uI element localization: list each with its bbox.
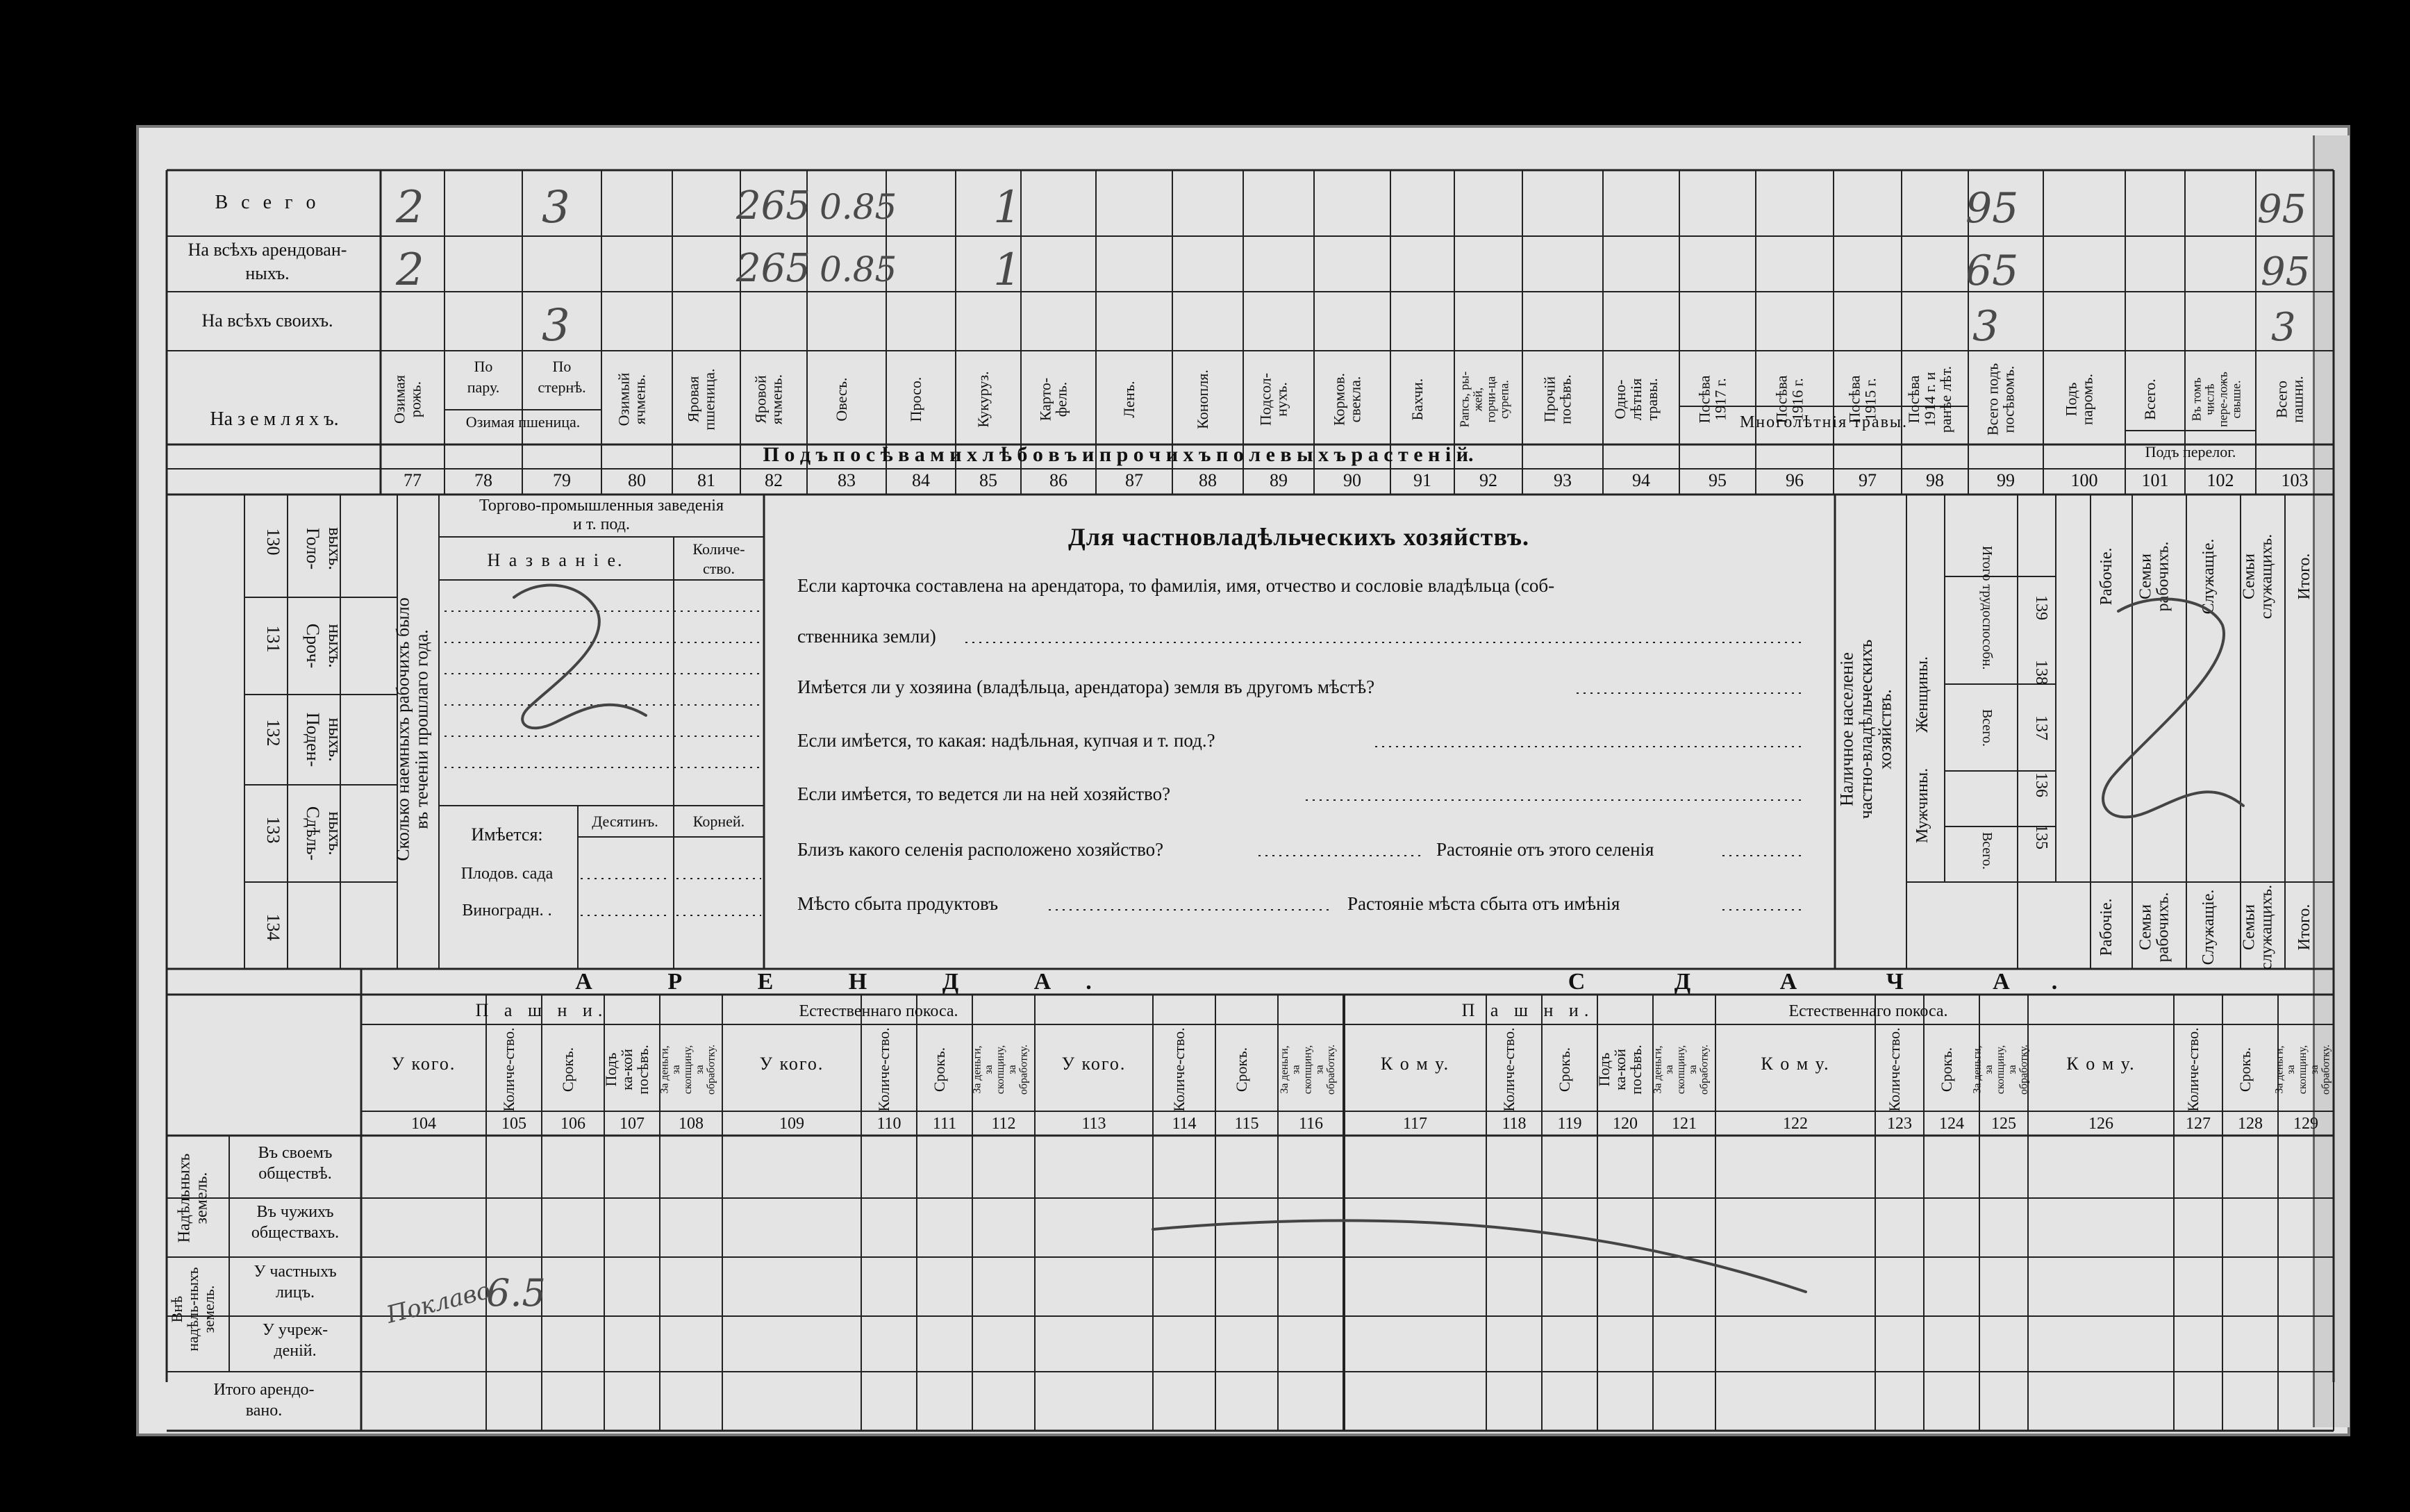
col-number: 119 [1557,1115,1582,1133]
col-header: обработку. [705,1044,717,1095]
row-own-society: Въ своемъ [258,1144,333,1162]
row-total-rented: вано. [245,1402,283,1420]
has-label: Имѣется: [471,824,543,845]
col-header: свекла. [1346,376,1364,423]
pop-col-header: Итого. [2295,904,2313,951]
private-q1: Если карточка составлена на арендатора, то фамилія, имя, отчество и сословіе владѣльца (соб- [797,575,1555,596]
trade-title: и т. под. [573,515,630,533]
col-header: за [1663,1065,1676,1074]
col-header: Озимый [615,372,633,426]
pop-col-header: рабочихъ. [2154,541,2172,612]
desyatin-header: Десятинъ. [592,813,658,830]
row-own-society: обществѣ. [258,1165,332,1183]
col-header: пашни. [2288,376,2307,423]
row-private-persons: У частныхъ [254,1263,337,1281]
col-header: Ленъ. [1120,381,1138,418]
col-header: ныхъ. [325,811,345,856]
col-header: Всего. [2141,379,2159,420]
col-header: скопщину, [1675,1045,1687,1095]
col-header: Подсол- [1256,372,1274,426]
col-header: 1917 г. [1711,378,1729,421]
col-header: Посѣва [1845,375,1863,424]
col-number: 103 [2281,470,2309,490]
pop-col-header: Итого. [2295,553,2313,600]
hw-c99-total: 95 [1966,184,2019,233]
col-number: 78 [474,470,492,490]
label-rented: На всѣхъ арендован- [188,240,347,260]
col-header: за [1006,1065,1018,1074]
col-header: По [474,358,493,375]
hw-c77-total: 2 [396,182,424,233]
row-other-society: обществахъ. [251,1224,340,1242]
women-label: Женщины. [1913,656,1931,733]
col-number: 118 [1502,1115,1527,1133]
hw-arenda-who: Поклаво [383,1277,494,1329]
row-total-rented: Итого арендо- [213,1381,315,1399]
col-header: За деньги, [1971,1045,1984,1094]
col-number: 122 [1783,1115,1808,1133]
hw-c85-rented: 1 [993,244,1022,296]
col-header: Озимая [390,374,408,424]
col-number: 133 [263,816,283,844]
col-header: Бахчи. [1408,378,1426,421]
col-header: Одно- [1611,379,1629,419]
col-number: 134 [263,913,283,941]
col-number: 91 [1413,470,1431,490]
col-number: 82 [765,470,783,490]
all-label: Всего. [1979,831,1995,870]
col-header: травы. [1643,378,1661,421]
pop-col-header: Рабочіе. [2097,898,2116,956]
col-number: 109 [779,1115,804,1133]
hw-c82-rented: 265 [736,246,811,291]
pop-col-header: рабочихъ. [2154,892,2172,963]
col-header: посѣвомъ. [2000,365,2018,433]
banner-sown-crops: П о д ъ п о с ѣ в а м и х л ѣ б о в ъ и п р о ч и х ъ п о л е в ы х ъ р а с т е н і й. [763,443,1474,466]
label-rented: ныхъ. [245,263,290,283]
col-header: ячмень. [767,374,786,425]
col-header: за [983,1065,995,1074]
col-number: 90 [1343,470,1361,490]
col-header: Кормов. [1330,372,1348,426]
col-number: 116 [1298,1115,1324,1133]
col-number: 132 [263,719,283,747]
col-number: 92 [1479,470,1497,490]
col-header: пару. [467,379,500,396]
col-number: 115 [1234,1115,1259,1133]
pop-col-header: Семьи [2240,554,2259,599]
col-header: скопщину, [1302,1045,1314,1095]
col-header: пшеница. [700,368,718,431]
crossout-mark-population [2103,599,2243,817]
col-header: числѣ [2202,383,2217,415]
col-header: выхъ. [325,527,345,570]
label-own: На всѣхъ своихъ. [201,310,333,331]
col-header: за [2308,1065,2320,1074]
trade-qty-header: ство. [702,560,736,577]
col-header: Срокъ. [931,1047,948,1093]
col-number: 83 [838,470,856,490]
col-header: Всего [2272,381,2291,418]
col-number: 94 [1632,470,1650,490]
col-header: рожь. [406,381,424,418]
col-header: посѣвъ. [634,1045,652,1095]
pop-col-header: Семьи [2240,904,2259,950]
private-q6b: Растояніе мѣста сбыта отъ имѣнія [1347,893,1620,914]
col-number: 117 [1402,1115,1428,1133]
col-number: 101 [2141,470,2169,490]
header-fallow: Подъ перелог. [2145,443,2236,460]
private-q3: Если имѣется, то какая: надѣльная, купчая и т. под.? [797,730,1215,751]
pop-col-header: служащихъ. [2257,884,2276,970]
col-header: горчи-ца [1484,376,1498,423]
col-header: Подъ [601,1052,620,1087]
hw-c82-frac: 0.85 [820,187,897,227]
col-header: Овесъ. [833,377,850,422]
hw-c82-total: 265 [736,183,811,229]
col-header: Кукуруз. [974,371,992,428]
col-number: 97 [1859,470,1877,490]
col-header: 1916 г. [1788,378,1806,421]
col-number: 108 [679,1115,704,1133]
private-q4: Если имѣется, то ведется ли на ней хозяйство? [797,783,1171,804]
crossout-mark-trade [514,585,646,729]
col-number: 106 [560,1115,585,1133]
row-group-vne: земель. [200,1285,218,1334]
col-number: 128 [2238,1115,2263,1133]
total-workers-label: Итого трудоспособн. [1979,545,1995,670]
men-label: Мужчины. [1913,767,1931,844]
col-number: 123 [1887,1115,1912,1133]
pop-col-header: Рабочіе. [2097,547,2116,606]
header-ozim-wheat: Озимая пшеница. [465,413,581,431]
private-title: Для частновладѣльческихъ хозяйствъ. [1067,523,1530,551]
col-number: 114 [1172,1115,1197,1133]
label-total: В с е г о [215,192,320,213]
header-who: К о м у. [2066,1054,2136,1074]
col-header: Посѣва [1695,375,1713,424]
col-header: Просо. [907,376,924,422]
col-header: стернѣ. [538,379,586,396]
col-number: 79 [553,470,571,490]
col-number: 85 [979,470,997,490]
population-side-label: частно-владѣльческихъ [1856,639,1876,820]
col-header: скопщину, [995,1045,1006,1095]
header-who: К о м у. [1380,1054,1450,1074]
col-header: Голо- [303,527,323,570]
col-header: нухъ. [1272,382,1290,417]
row-private-persons: лицъ. [275,1283,315,1302]
col-header: 1915 г. [1861,378,1879,421]
col-number: 88 [1199,470,1217,490]
col-number: 105 [501,1115,526,1133]
hw-c103-rented: 95 [2261,249,2311,294]
col-header: обработку. [1325,1044,1338,1095]
col-number: 120 [1613,1115,1638,1133]
col-number: 96 [1786,470,1804,490]
col-header: Срокъ. [1938,1047,1955,1093]
col-header: Количе-ство. [2184,1027,2202,1112]
col-number: 93 [1554,470,1572,490]
col-number: 98 [1926,470,1944,490]
hw-c103-total: 95 [2257,187,2307,232]
col-header: Количе-ство. [1170,1027,1188,1112]
col-header: Яровая [684,376,702,423]
row-institutions: деній. [274,1342,317,1360]
col-number: 137 [2032,715,2050,740]
pop-col-header: Семьи [2136,904,2155,950]
col-number: 80 [628,470,646,490]
col-number: 111 [932,1115,957,1133]
col-number: 89 [1270,470,1288,490]
arenda-hay: Естественнаго покоса. [799,1002,958,1020]
col-header: за [670,1065,683,1074]
col-header: ка-кой [1611,1049,1629,1090]
private-q1b: ственника земли) [797,626,936,647]
col-header: Срокъ. [1556,1047,1573,1093]
pop-col-header: Служащіе. [2200,889,2218,965]
arenda-plough: П а ш н и. [475,1000,608,1020]
col-header: обработку. [2320,1044,2332,1095]
col-number: 87 [1125,470,1143,490]
pop-col-header: служащихъ. [2257,533,2276,620]
vineyards-label: Виноградн. . [462,902,552,920]
all-label: Всего. [1979,708,1995,747]
col-header: за [693,1065,706,1074]
col-header: обработку. [2018,1044,2030,1095]
trade-title: Торгово-промышленныя заведенія [479,497,724,515]
hw-c79-own: 3 [542,300,570,351]
pop-col-header: Семьи [2136,554,2155,599]
col-header: фель. [1052,381,1070,417]
col-header: Рапсъ, ры- [1457,371,1472,428]
col-number: 77 [404,470,422,490]
sdacha-title: С Д А Ч А. [1568,969,2100,995]
col-header: обработку. [1017,1044,1030,1095]
col-number: 100 [2070,470,2098,490]
row-institutions: У учреж- [262,1321,329,1339]
col-header: Подъ [1595,1052,1613,1087]
col-header: За деньги, [2273,1045,2286,1094]
private-q2: Имѣется ли у хозяина (владѣльца, арендатора) земля въ другомъ мѣстѣ? [797,676,1375,697]
col-header: Посѣва [1904,375,1922,424]
col-number: 124 [1939,1115,1964,1133]
col-header: скопщину, [2297,1045,2309,1095]
col-number: 127 [2186,1115,2211,1133]
col-number: 126 [2088,1115,2113,1133]
col-number: 86 [1049,470,1067,490]
col-number: 136 [2032,772,2050,797]
header-who: У кого. [1061,1054,1127,1074]
col-header: за [1686,1065,1699,1074]
col-header: за [1313,1065,1326,1074]
trade-qty-header: Количе- [692,540,745,558]
col-header: 1914 г. и [1921,372,1938,427]
stray-pencil-line [1153,1220,1806,1292]
col-header: скопщину, [1995,1045,2006,1095]
col-header: Количе-ство. [1500,1027,1518,1112]
col-number: 129 [2293,1115,2318,1133]
col-header: лѣтнія [1627,378,1645,421]
col-number: 102 [2207,470,2234,490]
col-number: 81 [697,470,715,490]
col-header: ныхъ. [325,624,345,668]
col-number: 104 [411,1115,436,1133]
col-header: Количе-ство. [500,1027,517,1112]
hw-c82-frac2: 0.85 [820,249,897,290]
trade-name-header: Н а з в а н і е. [487,550,624,570]
hw-c77-rented: 2 [396,244,424,296]
col-header: за [2285,1065,2297,1074]
header-perennial: Многолѣтнія травы. [1739,413,1909,431]
col-header: Сроч- [303,623,323,669]
col-header: По [552,358,572,375]
col-header: Поден- [303,712,323,767]
col-header: жей, [1470,387,1485,412]
col-header: Карто- [1036,377,1054,422]
col-header: за [1290,1065,1302,1074]
sdacha-plough: П а ш н и. [1461,1000,1595,1020]
col-header: паромъ. [2078,374,2096,425]
header-who: К о м у. [1761,1054,1830,1074]
col-header: Количе-ство. [875,1027,892,1112]
population-side-label: Наличное населеніе [1836,652,1857,806]
gardens-label: Плодов. сада [460,865,554,883]
col-number: 84 [912,470,930,490]
col-header: За деньги, [658,1045,671,1094]
hired-workers-label: Сколько наемныхъ рабочихъ было [392,597,413,861]
col-header: За деньги, [1278,1045,1290,1094]
col-header: свыше. [2229,380,2243,419]
col-header: За деньги, [1652,1045,1664,1094]
col-header: пере-ложъ [2216,372,2230,427]
col-number: 113 [1081,1115,1106,1133]
hw-c79-total: 3 [542,182,570,233]
col-header: ныхъ. [325,717,345,762]
label-on-lands: На з е м л я х ъ. [210,408,339,430]
col-number: 110 [876,1115,901,1133]
arenda-title: А Р Е Н Д А. [575,969,1127,995]
hw-c99-rented: 65 [1966,247,2019,295]
col-header: Въ томъ [2189,377,2204,422]
col-header: обработку. [1698,1044,1711,1095]
hw-c103-own: 3 [2271,305,2296,350]
col-number: 131 [263,625,283,653]
col-number: 130 [263,528,283,556]
header-who: У кого. [391,1054,456,1074]
pop-col-header: Служащіе. [2200,538,2218,615]
row-group-nadel: Надѣльныхъ [175,1153,194,1243]
col-number: 99 [1997,470,2015,490]
col-number: 139 [2032,595,2050,620]
col-header: За деньги, [971,1045,983,1094]
hw-c99-own: 3 [1972,302,2000,351]
private-q5: Близъ какого селенія расположено хозяйство? [797,839,1164,860]
col-header: Подъ [2062,382,2080,417]
col-header: ячмень. [631,374,649,425]
col-number: 135 [2032,824,2050,849]
col-number: 138 [2032,660,2050,685]
col-header: Конопля. [1194,369,1211,429]
hw-c85-total: 1 [993,182,1022,233]
col-header: сурепа. [1497,380,1511,419]
col-header: за [2006,1065,2018,1074]
hired-workers-label: въ теченіи прошлаго года. [411,629,432,829]
row-group-vne: Внѣ [167,1295,185,1323]
col-header: ранѣе лѣт. [1937,365,1955,433]
sdacha-hay: Естественнаго покоса. [1788,1002,1948,1020]
col-header: скопщину, [682,1045,694,1095]
col-header: за [1983,1065,1995,1074]
roots-header: Корней. [692,813,745,830]
row-other-society: Въ чужихъ [256,1203,334,1221]
col-number: 121 [1672,1115,1697,1133]
col-number: 112 [991,1115,1016,1133]
population-side-label: хозяйствъ. [1875,689,1895,770]
col-header: посѣвъ. [1627,1045,1645,1095]
col-number: 125 [1991,1115,2016,1133]
col-header: Срокъ. [2236,1047,2254,1093]
row-group-nadel: земель. [192,1172,211,1224]
col-header: Посѣва [1772,375,1790,424]
col-header: Срокъ. [1233,1047,1250,1093]
col-header: Сдѣль- [303,806,323,861]
private-q5b: Растояніе отъ этого селенія [1436,839,1654,860]
col-number: 107 [620,1115,645,1133]
col-header: Срокъ. [559,1047,576,1093]
col-header: ка-кой [618,1049,635,1090]
col-header: Яровой [751,375,770,424]
col-header: Прочій [1540,376,1559,423]
header-who: У кого. [759,1054,824,1074]
col-header: посѣвъ. [1556,374,1574,424]
col-number: 95 [1709,470,1727,490]
col-header: Количе-ство. [1886,1027,1903,1112]
private-q6: Мѣсто сбыта продуктовъ [797,893,999,914]
col-header: Всего подъ [1984,363,2002,436]
hw-arenda-qty: 6.5 [486,1271,546,1315]
row-group-vne: надѣль-ныхъ [184,1267,201,1352]
